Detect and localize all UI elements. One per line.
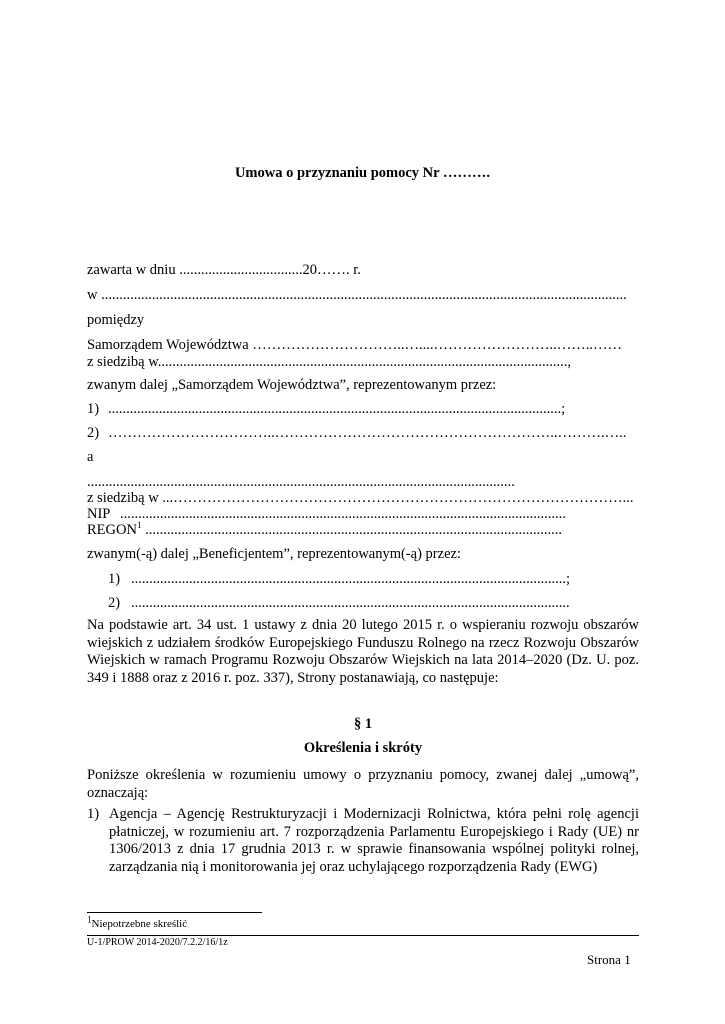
footnote-ref: 1 xyxy=(136,520,142,531)
page-number: Strona 1 xyxy=(587,952,631,967)
beneficiary-rep2-number: 2) xyxy=(108,595,121,611)
section-title: Określenia i skróty xyxy=(303,740,423,756)
definition-number: 1) xyxy=(87,806,100,822)
regon-label: REGON xyxy=(87,522,137,538)
footnote-text: Niepotrzebne skreślić xyxy=(91,918,188,930)
beneficiary-name-line: ...................................................................................................................... xyxy=(87,474,515,490)
section-number: § 1 xyxy=(353,716,373,732)
beneficiary-seat-line: z siedzibą w ...…………………………………………………………………………………... xyxy=(87,490,634,506)
beneficiary-rep1-number: 1) xyxy=(108,571,121,587)
definitions-intro: Poniższe określenia w rozumieniu umowy o przyznaniu pomocy, zwanej dalej „umową”, oznaczają: xyxy=(87,767,639,801)
regon-dots: ................................................................................................................... xyxy=(145,522,562,538)
footnote xyxy=(87,914,188,930)
voivodeship-rep1-number: 1) xyxy=(87,401,100,417)
voivodeship-seat-line: z siedzibą w................................................................................................................., xyxy=(87,354,571,370)
footnote-separator xyxy=(87,912,262,913)
beneficiary-rep1-dots: ........................................................................................................................; xyxy=(131,571,571,587)
footnote-marker: 1 xyxy=(87,914,92,925)
voivodeship-rep1-dots: .............................................................................................................................; xyxy=(108,401,566,417)
contract-date-line: zawarta w dniu ..................................20……. r. xyxy=(87,262,361,278)
beneficiary-rep2-dots: ......................................................................................................................... xyxy=(131,595,570,611)
between-label: pomiędzy xyxy=(87,312,145,328)
definition-text: Agencja – Agencję Restrukturyzacji i Modernizacji Rolnictwa, która pełni rolę agencji płatniczej, w rozumieniu art. 7 rozporządzenia Parlamentu Europejskiego i Rady (UE) nr 1306/2013 z dnia 17 grudnia 2013 r. w sprawie finansowania wspólnej polityki rolnej, zarządzania nią i monitorowania jej oraz uchylającego rozporządzenia Rady (EWG) xyxy=(109,806,639,875)
legal-basis-paragraph: Na podstawie art. 34 ust. 1 ustawy z dnia 20 lutego 2015 r. o wspieraniu rozwoju obszarów wiejskich z udziałem środków Europejskiego Funduszu Rolnego na rzecz Rozwoju Obszarów Wiejskich w ramach Programu Rozwoju Obszarów Wiejskich na lata 2014–2020 (Dz. U. poz. 349 i 1888 oraz z 2016 r. poz. 337), Strony postanawiają, co następuje: xyxy=(87,617,639,686)
contract-place-line: w ................................................................................................................................................. xyxy=(87,287,627,303)
document-title: Umowa o przyznaniu pomocy Nr ………. xyxy=(234,165,491,181)
nip-dots: ........................................................................................................................... xyxy=(120,506,566,522)
definition-item xyxy=(87,806,639,876)
voivodeship-rep2-number: 2) xyxy=(87,425,100,441)
footer-code: U-1/PROW 2014-2020/7.2.2/16/1z xyxy=(87,937,228,948)
and-label: a xyxy=(87,449,94,465)
voivodeship-rep2-dots: ……………………………..…………………………………………………..……….….. xyxy=(108,425,627,441)
voivodeship-represented-line: zwanym dalej „Samorządem Województwa”, reprezentowanym przez: xyxy=(87,377,497,393)
nip-label: NIP xyxy=(87,506,111,522)
beneficiary-represented-line: zwanym(-ą) dalej „Beneficjentem”, reprezentowanym(-ą) przez: xyxy=(87,546,461,562)
regon-line xyxy=(87,522,562,539)
voivodeship-line: Samorządem Województwa …………………………..…....……………………..……..…… xyxy=(87,337,623,353)
footer-rule xyxy=(87,935,639,936)
